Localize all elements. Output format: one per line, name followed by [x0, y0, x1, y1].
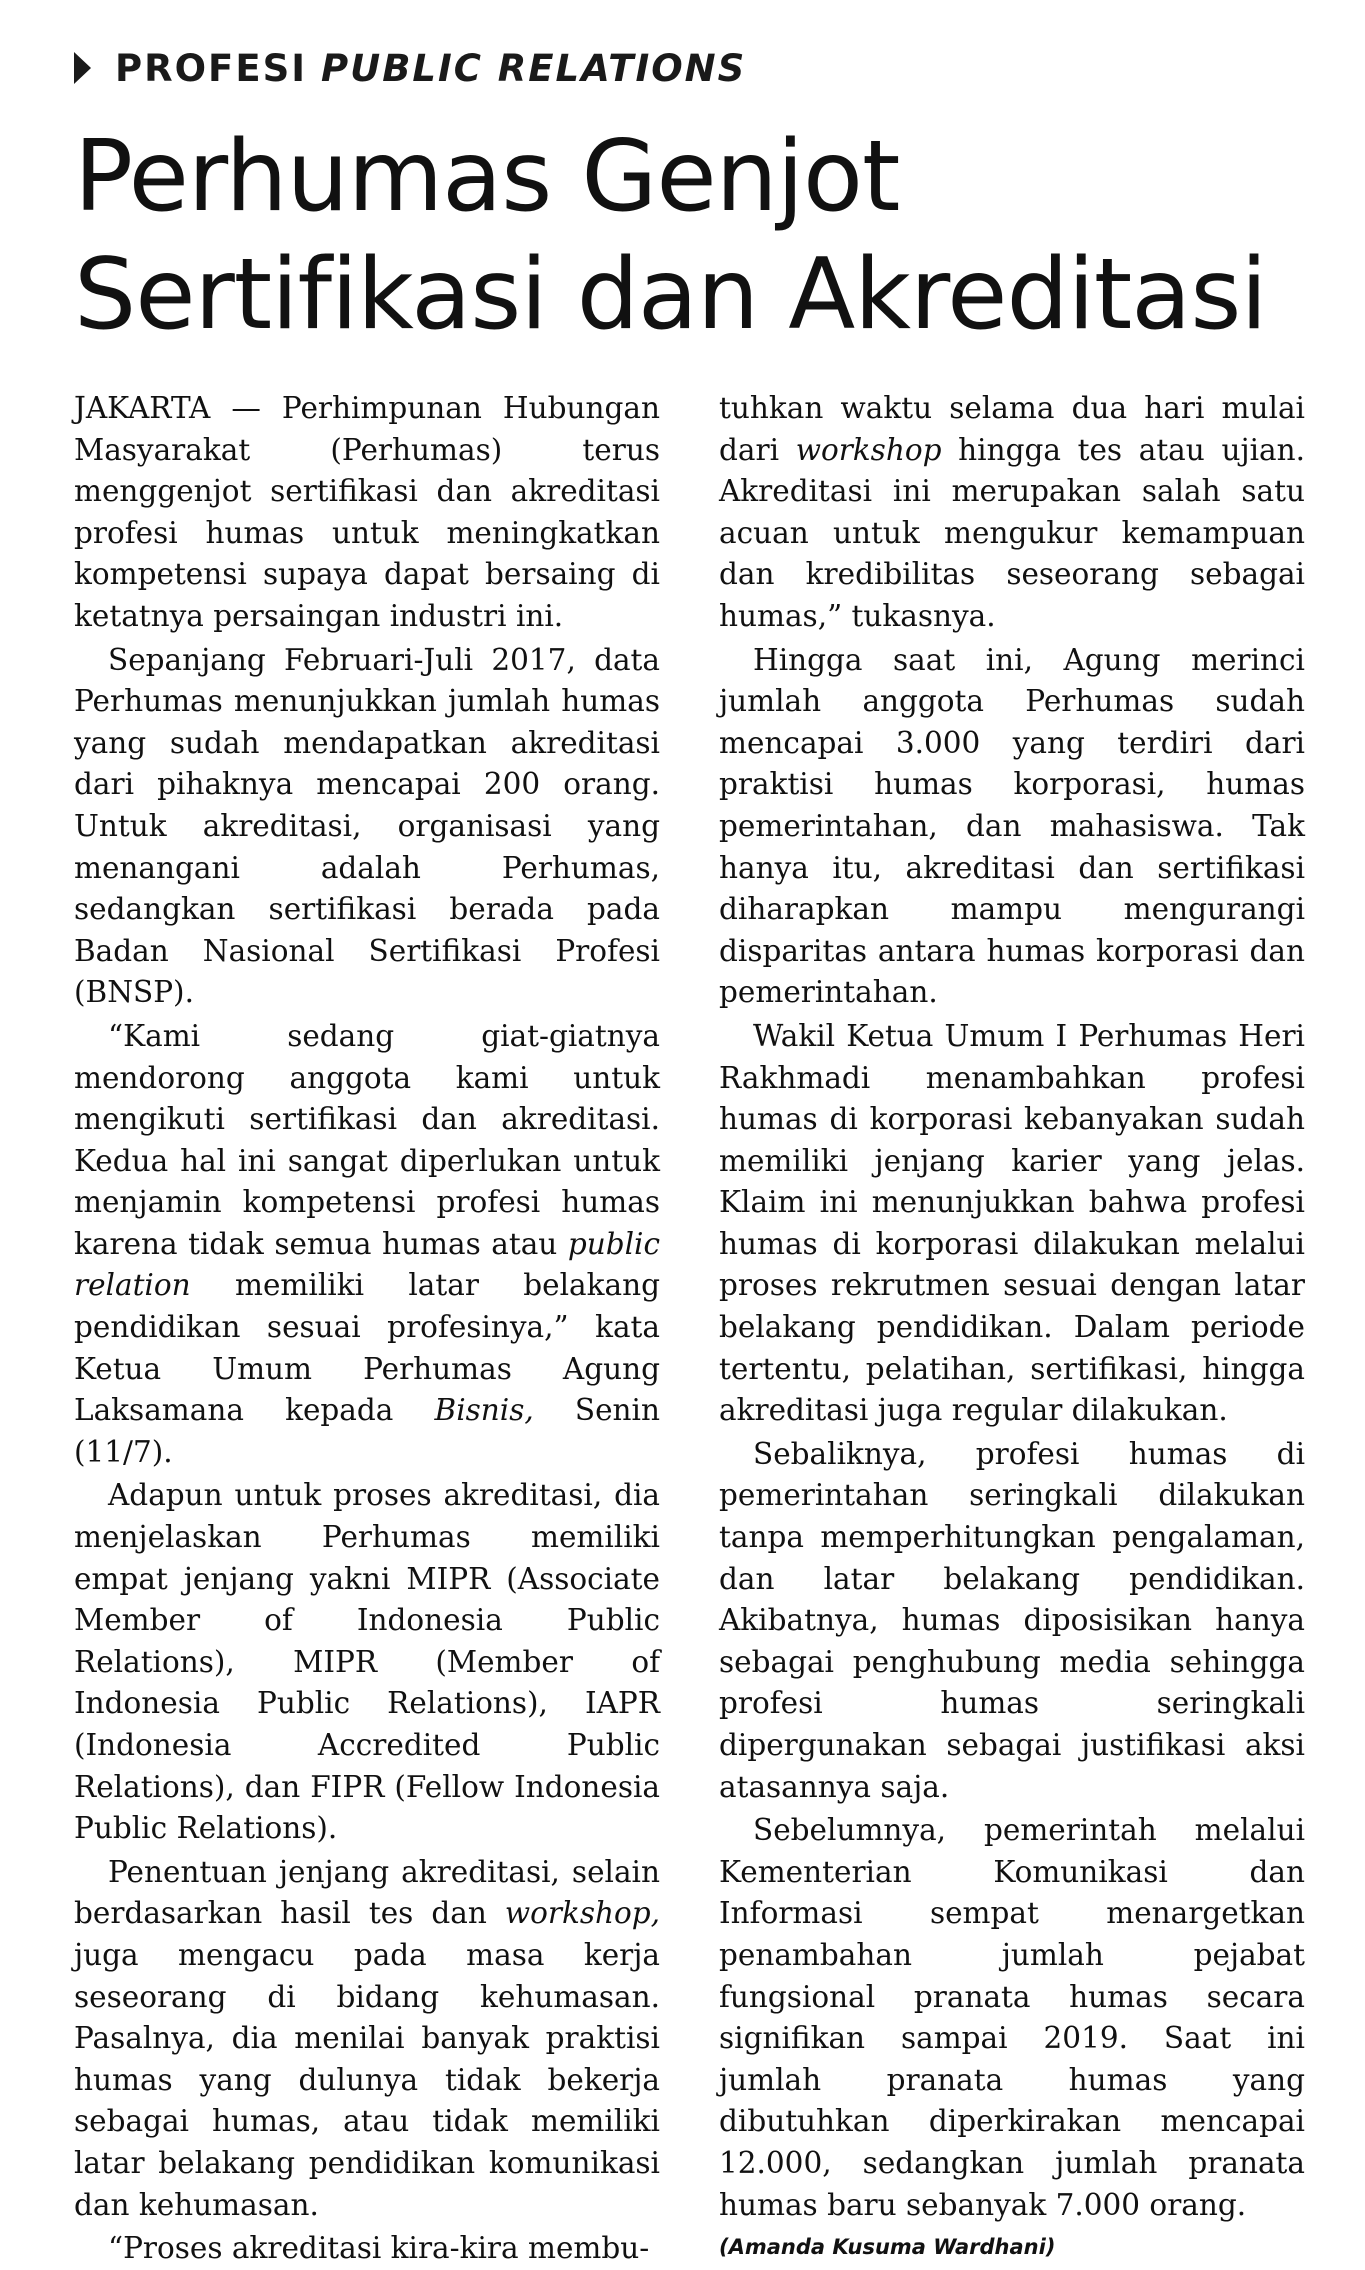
paragraph [719, 388, 1305, 638]
section-kicker [74, 40, 1305, 96]
paragraph-text: Adapun untuk proses akreditasi, dia menjelaskan Perhumas memiliki empat jenjang yakni MIPR (Associate Member of Indonesia Public Relations), MIPR (Member of Indonesia Public Relations), IAPR (Indonesia Accredited Public Relations), dan FIPR (Fellow Indonesia Public Relations). [74, 1478, 660, 1846]
paragraph-italic: workshop [795, 432, 942, 467]
paragraph [719, 1434, 1305, 1808]
paragraph [74, 640, 660, 1014]
paragraph-text: tuhkan waktu selama dua hari mulai dari [719, 391, 1305, 467]
paragraph [719, 1016, 1305, 1432]
paragraph [719, 640, 1305, 1014]
paragraph-text: Wakil Ketua Umum I Perhumas Heri Rakhmadi menambahkan profesi humas di korporasi kebanyakan sudah memiliki jenjang karier yang jelas. Klaim ini menunjukkan bahwa profesi humas di korporasi dilakukan melalui proses rekrutmen sesuai dengan latar belakang pendidikan. Dalam periode tertentu, pelatihan, sertifikasi, hingga akreditasi juga regular dilakukan. [719, 1018, 1305, 1428]
column-right [719, 388, 1305, 2270]
paragraph-text: Hingga saat ini, Agung merinci jumlah anggota Perhumas sudah mencapai 3.000 yang terdiri dari praktisi humas korporasi, humas pemerintahan, dan mahasiswa. Tak hanya itu, akreditasi dan sertifikasi diharapkan mampu mengurangi disparitas antara humas korporasi dan pemerintahan. [719, 642, 1305, 1010]
paragraph-text: Sebelumnya, pemerintah melalui Kementerian Komunikasi dan Informasi sempat menargetkan penambahan jumlah pejabat fungsional pranata humas secara signifikan sampai 2019. Saat ini jumlah pranata humas yang dibutuhkan diperkirakan mencapai 12.000, sedangkan jumlah pranata humas baru sebanyak 7.000 orang. [719, 1813, 1305, 2222]
paragraph-italic: public relation [74, 1226, 660, 1303]
paragraph-text: Penentuan jenjang akreditasi, selain berdasarkan hasil tes dan [74, 1854, 660, 1931]
triangle-right-icon [74, 52, 91, 84]
paragraph [74, 388, 660, 638]
paragraph-text: juga mengacu pada masa kerja seseorang di bidang kehumasan. Pasalnya, dia menilai banyak praktisi humas yang dulunya tidak bekerja sebagai humas, atau tidak memiliki latar belakang pendidikan komunikasi dan kehumasan. [74, 1937, 660, 2222]
paragraph [74, 1475, 660, 1849]
paragraph-text: “Proses akreditasi kira-kira membu- [108, 2231, 650, 2266]
paragraph [74, 1852, 660, 2226]
headline-line-1: Perhumas Genjot [74, 120, 900, 234]
paragraph-italic: workshop, [504, 1896, 660, 1931]
paragraph-text: Sebaliknya, profesi humas di pemerintahan seringkali dilakukan tanpa memperhitungkan pengalaman, dan latar belakang pendidikan. Akibatnya, humas diposisikan hanya sebagai penghubung media sehingga profesi humas seringkali dipergunakan sebagai justifikasi aksi atasannya saja. [719, 1436, 1305, 1804]
paragraph [74, 2228, 660, 2270]
paragraph-italic: Bisnis, [434, 1393, 534, 1428]
paragraph-text: Sepanjang Februari-Juli 2017, data Perhumas menunjukkan jumlah humas yang sudah mendapatkan akreditasi dari pihaknya mencapai 200 orang. Untuk akreditasi, organisasi yang menangani adalah Perhumas, sedangkan sertifikasi berada pada Badan Nasional Sertifikasi Profesi (BNSP). [74, 642, 660, 1010]
paragraph-text: Senin (11/7). [74, 1393, 660, 1469]
author-byline: (Amanda Kusuma Wardhani) [719, 2235, 1056, 2260]
article-body [74, 388, 1305, 2270]
column-left [74, 388, 660, 2270]
headline-line-2: Sertifikasi dan Akreditasi [74, 238, 1267, 352]
paragraph-text: JAKARTA — Perhimpunan Hubungan Masyarakat (Perhumas) terus menggenjot sertifikasi dan akreditasi profesi humas untuk meningkatkan kompetensi supaya dapat bersaing di ketatnya persaingan industri ini. [74, 391, 660, 633]
paragraph [719, 1810, 1305, 2226]
kicker-prefix: PROFESI [115, 46, 308, 90]
paragraph [74, 1016, 660, 1474]
headline [74, 118, 1305, 354]
kicker-topic: PUBLIC RELATIONS [321, 46, 747, 90]
paragraph-text: memiliki latar belakang pendidikan sesuai profesinya,” kata Ketua Umum Perhumas Agung Laksamana kepada [74, 1268, 660, 1428]
paragraph-text: “Kami sedang giat-giatnya mendorong anggota kami untuk mengikuti sertifikasi dan akreditasi. Kedua hal ini sangat diperlukan untuk menjamin kompetensi profesi humas karena tidak semua humas atau [74, 1018, 660, 1261]
paragraph-text: hingga tes atau ujian. Akreditasi ini merupakan salah satu acuan untuk mengukur kemampuan dan kredibilitas seseorang sebagai humas,” tukasnya. [719, 432, 1305, 633]
